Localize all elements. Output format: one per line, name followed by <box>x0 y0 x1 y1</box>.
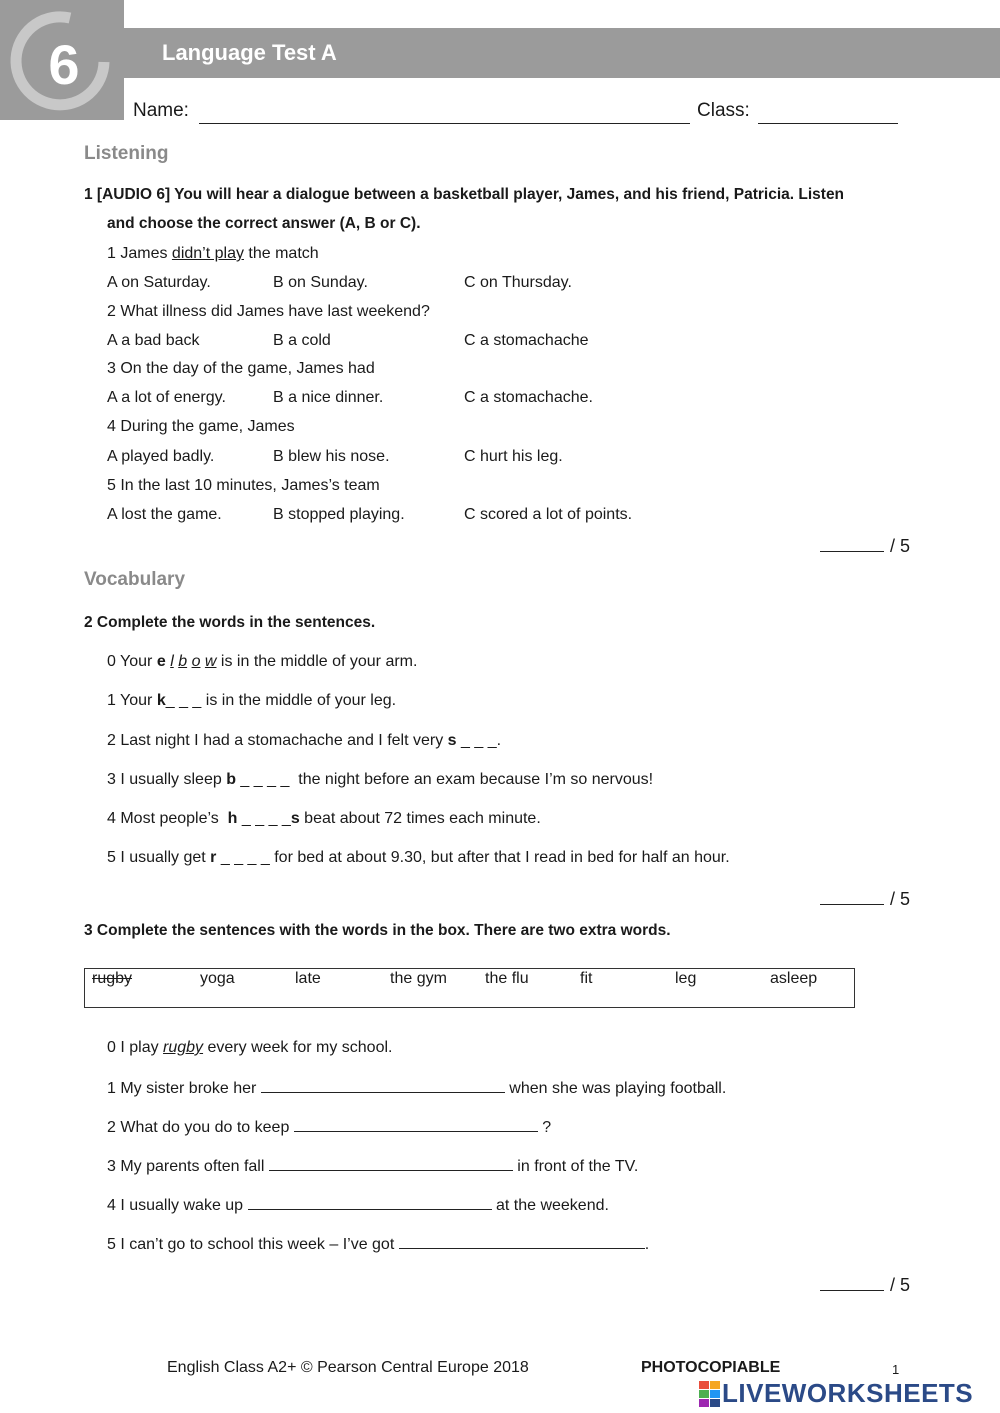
vocabulary-item-4[interactable]: 4 Most people’s h _ _ _ _s beat about 72 times each minute. <box>107 810 541 827</box>
unit-circle-icon <box>0 0 124 120</box>
vocabulary-item-5[interactable]: 5 I usually get r _ _ _ _ for bed at about 9.30, but after that I read in bed for half an hour. <box>107 849 730 866</box>
score-listening: / 5 <box>820 535 910 557</box>
box-sentence-5: 5 I can’t go to school this week – I’ve got . <box>107 1233 649 1255</box>
score-vocabulary: / 5 <box>820 888 910 910</box>
vocabulary-item-0: 0 Your e l b o w is in the middle of your arm. <box>107 653 418 670</box>
box-word: asleep <box>770 970 818 987</box>
vocabulary-item-3[interactable]: 3 I usually sleep b _ _ _ _ the night before an exam because I’m so nervous! <box>107 771 654 788</box>
unit-number: 6 <box>48 33 80 96</box>
score-field[interactable] <box>820 535 884 552</box>
liveworksheets-brand[interactable]: LIVEWORKSHEETS <box>722 1378 974 1408</box>
box-word: leg <box>675 970 697 987</box>
answer-option[interactable]: B a nice dinner. <box>273 389 384 406</box>
vocabulary-item-1[interactable]: 1 Your k_ _ _ is in the middle of your leg. <box>107 692 397 709</box>
section-heading-listening: Listening <box>84 143 169 164</box>
answer-option[interactable]: C hurt his leg. <box>464 448 563 465</box>
box-exercise-instruction: 3 Complete the sentences with the words in the box. There are two extra words. <box>84 922 671 939</box>
box-word: the gym <box>390 970 447 987</box>
answer-blank[interactable] <box>399 1233 645 1249</box>
name-field[interactable] <box>199 102 690 124</box>
vocabulary-instruction: 2 Complete the words in the sentences. <box>84 614 376 631</box>
answer-option[interactable]: B on Sunday. <box>273 274 368 291</box>
answer-blank[interactable] <box>261 1077 505 1093</box>
section-heading-vocabulary: Vocabulary <box>84 569 186 590</box>
footer-copyright: English Class A2+ © Pearson Central Europe 2018 <box>167 1359 529 1376</box>
box-word: the flu <box>485 970 529 987</box>
answer-blank[interactable] <box>269 1155 513 1171</box>
box-sentence-2: 2 What do you do to keep ? <box>107 1116 551 1138</box>
box-word: yoga <box>200 970 235 987</box>
class-field[interactable] <box>758 102 898 124</box>
box-word: rugby <box>92 970 133 987</box>
answer-option[interactable]: A on Saturday. <box>107 274 211 291</box>
box-sentence-4: 4 I usually wake up at the weekend. <box>107 1194 609 1216</box>
answer-option[interactable]: A a bad back <box>107 332 200 349</box>
answer-option[interactable]: B a cold <box>273 332 331 349</box>
answer-option[interactable]: C a stomachache. <box>464 389 593 406</box>
answer-blank[interactable] <box>294 1116 538 1132</box>
box-sentence-0: 0 I play rugby every week for my school. <box>107 1039 393 1056</box>
box-sentence-1: 1 My sister broke her when she was playing football. <box>107 1077 726 1099</box>
answer-option[interactable]: A played badly. <box>107 448 215 465</box>
answer-option[interactable]: A lost the game. <box>107 506 222 523</box>
listening-question-2: 2 What illness did James have last weekend? <box>107 303 430 320</box>
score-field[interactable] <box>820 1274 884 1291</box>
class-label: Class: <box>697 100 750 121</box>
listening-question-3: 3 On the day of the game, James had <box>107 360 375 377</box>
listening-instruction-line2: and choose the correct answer (A, B or C). <box>107 215 421 232</box>
answer-option[interactable]: B blew his nose. <box>273 448 390 465</box>
box-word: fit <box>580 970 593 987</box>
box-sentence-3: 3 My parents often fall in front of the TV. <box>107 1155 638 1177</box>
score-box-exercise: / 5 <box>820 1274 910 1296</box>
vocabulary-item-2[interactable]: 2 Last night I had a stomachache and I felt very s _ _ _. <box>107 732 502 749</box>
listening-question-4: 4 During the game, James <box>107 418 295 435</box>
answer-option[interactable]: A a lot of energy. <box>107 389 226 406</box>
footer-photocopiable: PHOTOCOPIABLE <box>641 1359 781 1376</box>
page-number: 1 <box>892 1362 900 1377</box>
answer-option[interactable]: C scored a lot of points. <box>464 506 633 523</box>
name-label: Name: <box>133 100 189 121</box>
answer-blank[interactable] <box>248 1194 492 1210</box>
listening-instruction-line1: 1 [AUDIO 6] You will hear a dialogue between a basketball player, James, and his friend, Patricia. Listen <box>84 186 845 203</box>
score-field[interactable] <box>820 888 884 905</box>
listening-question-5: 5 In the last 10 minutes, James’s team <box>107 477 380 494</box>
answer-option[interactable]: C a stomachache <box>464 332 589 349</box>
liveworksheets-logo-icon <box>699 1381 721 1407</box>
answer-option[interactable]: B stopped playing. <box>273 506 405 523</box>
answer-option[interactable]: C on Thursday. <box>464 274 572 291</box>
listening-question-1: 1 James didn’t play the match <box>107 245 319 262</box>
box-word: late <box>295 970 321 987</box>
page-title: Language Test A <box>162 40 337 65</box>
unit-badge <box>0 0 124 120</box>
